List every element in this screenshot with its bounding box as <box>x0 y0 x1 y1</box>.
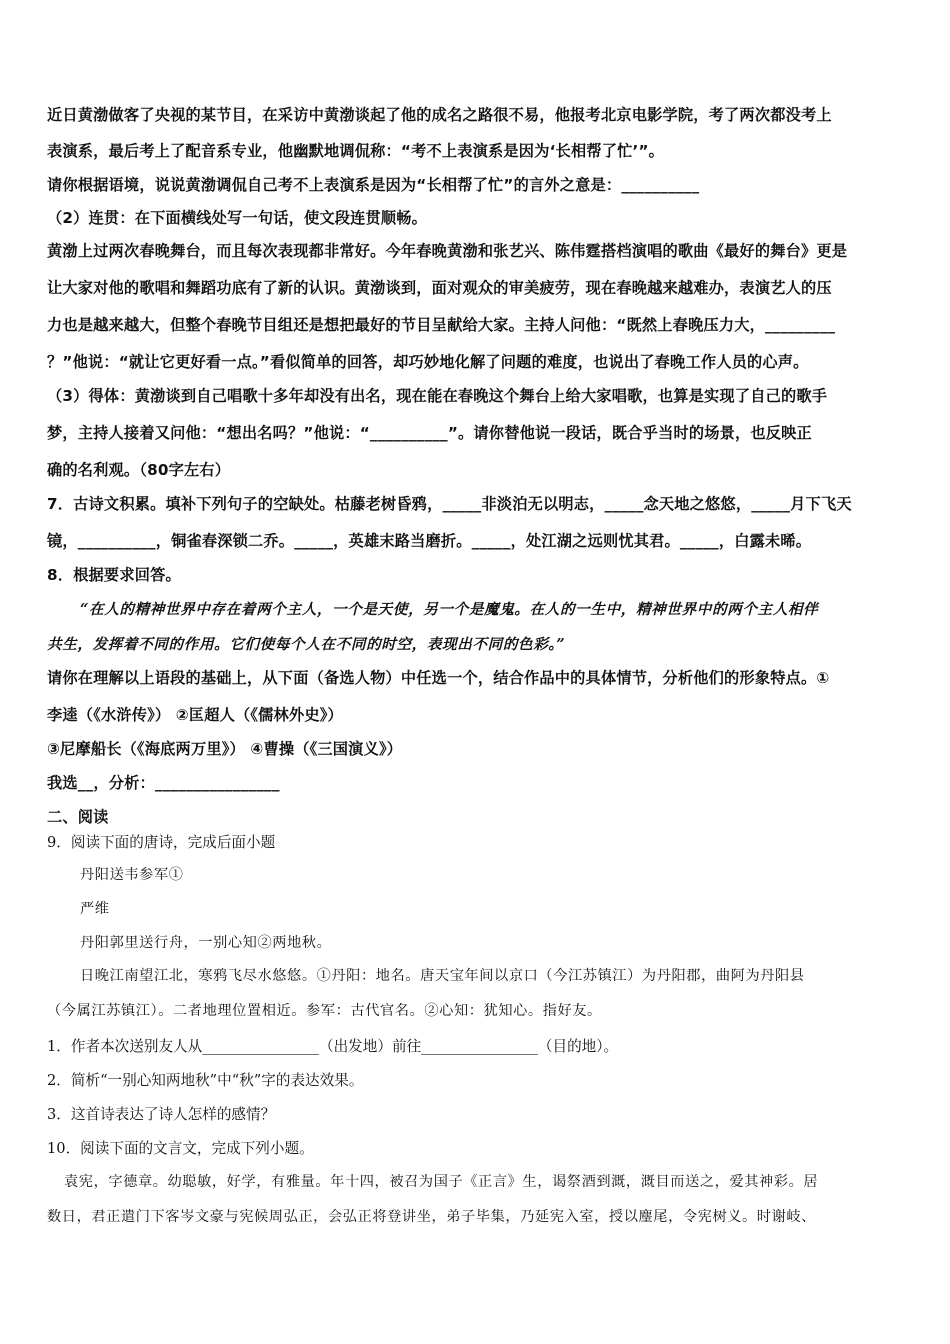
q6-part3-heading: （3）得体：黄渤谈到自己唱歌十多年却没有出名，现在能在春晚这个舞台上给大家唱歌，也算是实现了自己的歌手 <box>47 387 828 405</box>
q6-part2-line: 黄渤上过两次春晚舞台，而且每次表现都非常好。今年春晚黄渤和张艺兴、陈伟霆搭档演唱的歌曲《最好的舞台》更是 <box>47 242 848 260</box>
q7-line: 7．古诗文积累。填补下列句子的空缺处。枯藤老树昏鸦，_____非淡泊无以明志，_____念天地之悠悠，_____月下飞天 <box>47 495 852 513</box>
q10-text-line: 袁宪，字德章。幼聪敏，好学，有雅量。年十四，被召为国子《正言》生，谒祭酒到溉，溉目而送之，爱其神彩。居 <box>64 1174 819 1190</box>
section-title: 二、阅读 <box>47 808 109 826</box>
q10-text-line: 数日，君正遣门下客岑文豪与宪候周弘正，会弘正将登讲坐，弟子毕集，乃延宪入室，授以麈尾，令宪树义。时谢岐、 <box>47 1209 816 1225</box>
poem-line: 丹阳郭里送行舟，一别心知②两地秋。 <box>80 935 332 951</box>
q6-part2-line: ？”他说：“就让它更好看一点。”看似简单的回答，却巧妙地化解了问题的难度，也说出了春晚工作人员的心声。 <box>47 353 809 371</box>
q6-intro-line: 请你根据语境，说说黄渤调侃自己考不上表演系是因为“长相帮了忙”的言外之意是：__________ <box>47 176 700 194</box>
q10-title: 10．阅读下面的文言文，完成下列小题。 <box>47 1140 314 1157</box>
q6-part2-heading: （2）连贯：在下面横线处写一句话，使文段连贯顺畅。 <box>47 209 428 227</box>
q6-intro-line: 表演系，最后考上了配音系专业，他幽默地调侃称：“考不上表演系是因为‘长相帮了忙’”。 <box>47 142 665 160</box>
q8-option-line: 李逵（《水浒传》） ②匡超人（《儒林外史》） <box>47 706 343 724</box>
q6-part3-line: 确的名利观。（80字左右） <box>47 461 231 479</box>
poem-author: 严维 <box>80 901 110 917</box>
q9-question: 1．作者本次送别友人从________________（出发地）前往________________（目的地）。 <box>47 1038 619 1055</box>
q8-title: 8．根据要求回答。 <box>47 566 181 584</box>
poem-note: （今属江苏镇江）。二者地理位置相近。参军：古代官名。②心知：犹知心。指好友。 <box>47 1003 602 1019</box>
q6-part2-line: 力也是越来越大，但整个春晚节目组还是想把最好的节目呈献给大家。主持人问他：“既然上春晚压力大，_________ <box>47 316 836 334</box>
q8-answer-line: 我选__，分析：________________ <box>47 774 280 792</box>
poem-title: 丹阳送韦参军① <box>80 867 184 883</box>
q9-question: 3．这首诗表达了诗人怎样的感情？ <box>47 1106 276 1123</box>
q9-question: 2．简析“一别心知两地秋”中“秋”字的表达效果。 <box>47 1072 364 1089</box>
q8-quote-line: “在人的精神世界中存在着两个主人，一个是天使，另一个是魔鬼。在人的一生中，精神世界中的两个主人相伴 <box>80 601 819 618</box>
q8-task-line: 请你在理解以上语段的基础上，从下面（备选人物）中任选一个，结合作品中的具体情节，分析他们的形象特点。① <box>47 669 830 687</box>
q8-quote-line: 共生，发挥着不同的作用。它们使每个人在不同的时空，表现出不同的色彩。” <box>47 636 566 653</box>
q6-part3-line: 梦，主持人接着又问他：“想出名吗？”他说：“__________”。请你替他说一段话，既合乎当时的场景，也反映正 <box>47 424 812 442</box>
q7-line: 镜，__________，铜雀春深锁二乔。_____，英雄末路当磨折。_____，处江湖之远则忧其君。_____，白露未晞。 <box>47 532 812 550</box>
q6-intro-line: 近日黄渤做客了央视的某节目，在采访中黄渤谈起了他的成名之路很不易，他报考北京电影学院，考了两次都没考上 <box>47 106 832 124</box>
q9-title: 9．阅读下面的唐诗，完成后面小题 <box>47 834 276 851</box>
q6-part2-line: 让大家对他的歌唱和舞蹈功底有了新的认识。黄渤谈到，面对观众的审美疲劳，现在春晚越来越难办，表演艺人的压 <box>47 279 832 297</box>
q8-option-line: ③尼摩船长（《海底两万里》） ④曹操（《三国演义》） <box>47 740 403 758</box>
poem-line: 日晚江南望江北，寒鸦飞尽水悠悠。①丹阳：地名。唐天宝年间以京口（今江苏镇江）为丹阳郡，曲阿为丹阳县 <box>80 968 805 984</box>
